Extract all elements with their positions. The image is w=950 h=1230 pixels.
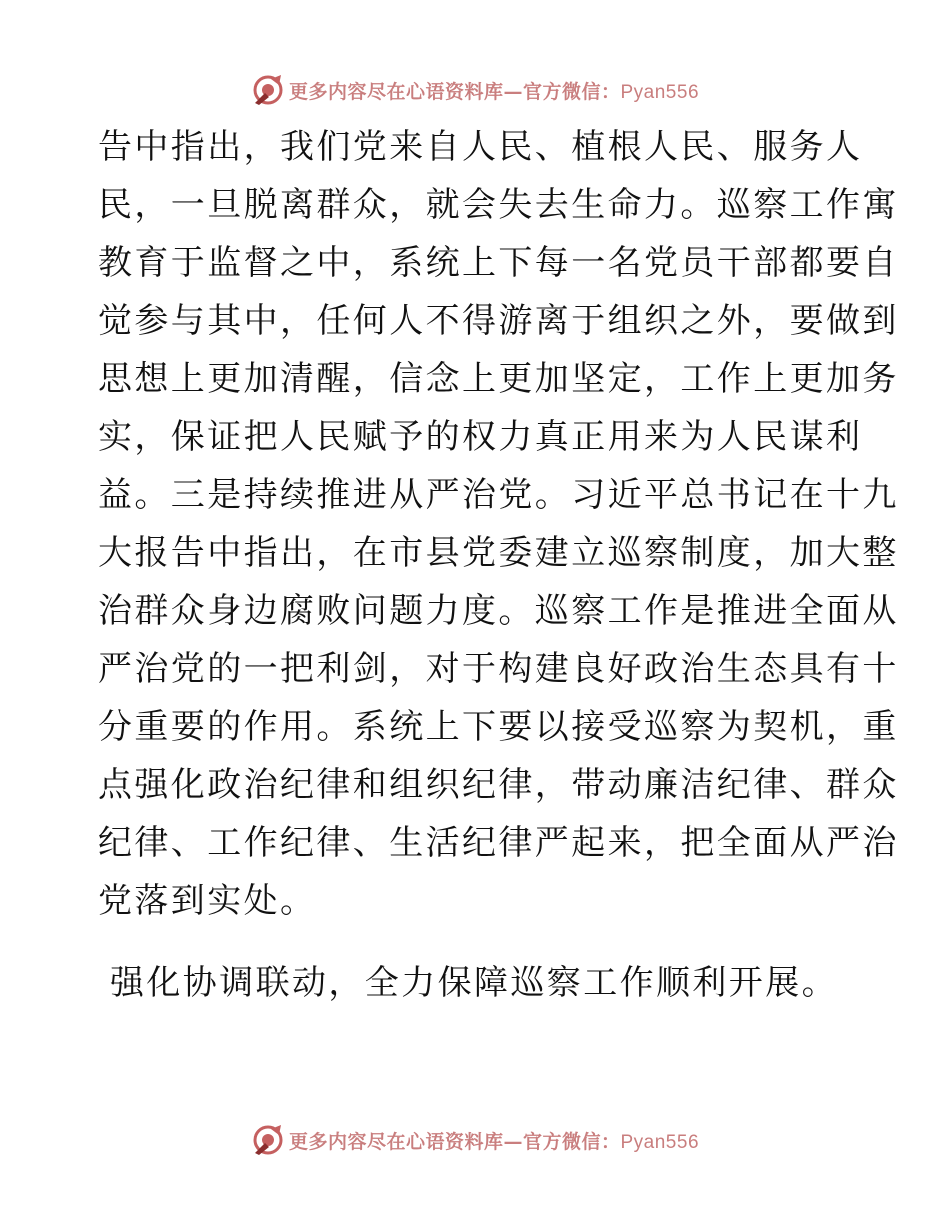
paragraph-line: 告中指出，我们党来自人民、植根人民、服务人 (98, 127, 863, 167)
paragraph-line: 大报告中指出，在市县党委建立巡察制度，加大整 (98, 533, 899, 573)
footer-banner (0, 1120, 950, 1160)
body-text (98, 118, 899, 1012)
footer-banner-label: 更多内容尽在心语资料库—官方微信： (288, 1130, 621, 1153)
header-banner-handle: Pyan556 (620, 81, 700, 103)
pen-logo-icon (251, 1123, 285, 1157)
paragraph-line: 党落到实处。 (98, 881, 317, 921)
pen-logo-icon (251, 73, 285, 107)
paragraph-line: 觉参与其中，任何人不得游离于组织之外，要做到 (98, 301, 899, 341)
paragraph-gap (98, 930, 848, 954)
paragraph-line: 治群众身边腐败问题力度。巡察工作是推进全面从 (98, 591, 899, 631)
paragraph-line: 益。三是持续推进从严治党。习近平总书记在十九 (98, 475, 899, 515)
footer-banner-text (289, 1127, 699, 1154)
paragraph-line: 分重要的作用。系统上下要以接受巡察为契机，重 (98, 707, 899, 747)
paragraph-line: 民，一旦脱离群众，就会失去生命力。巡察工作寓 (98, 185, 899, 225)
paragraph-line: 教育于监督之中，系统上下每一名党员干部都要自 (98, 243, 899, 283)
paragraph-line: 思想上更加清醒，信念上更加坚定，工作上更加务 (98, 359, 899, 399)
header-banner-text (289, 77, 699, 104)
header-banner-label: 更多内容尽在心语资料库—官方微信： (288, 80, 621, 103)
paragraph-line: 点强化政治纪律和组织纪律，带动廉洁纪律、群众 (98, 765, 899, 805)
paragraph-line: 纪律、工作纪律、生活纪律严起来，把全面从严治 (98, 823, 899, 863)
paragraph-line: 实，保证把人民赋予的权力真正用来为人民谋利 (98, 417, 863, 457)
footer-banner-handle: Pyan556 (620, 1131, 700, 1153)
header-banner (0, 70, 950, 110)
paragraph-line: 严治党的一把利剑，对于构建良好政治生态具有十 (98, 649, 899, 689)
section-lead: 强化协调联动，全力保障巡察工作顺利开展。 (110, 963, 838, 1003)
